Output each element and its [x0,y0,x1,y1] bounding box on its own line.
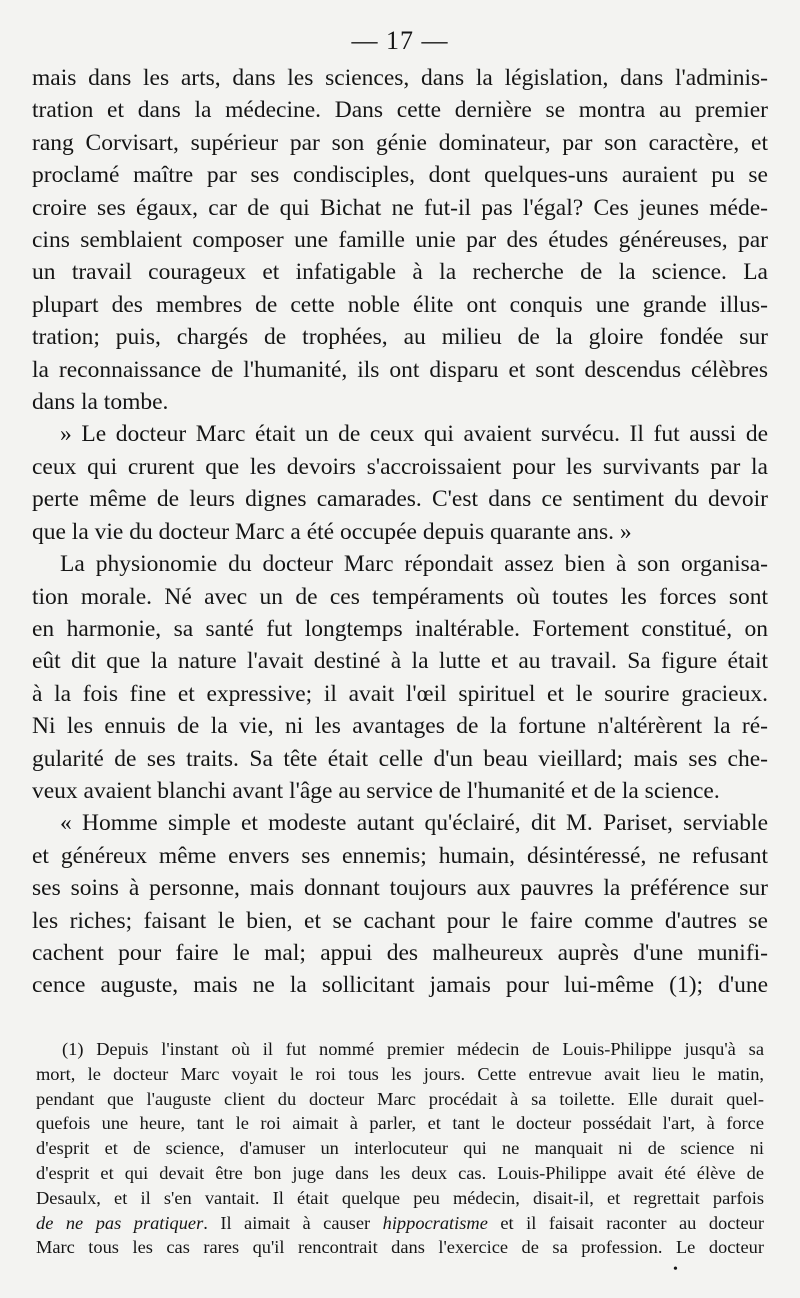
bottom-mark: • [673,1262,678,1277]
body-line: à la fois fine et expressive; il avait l'œil spirituel et le sourire gracieux. [32,680,768,707]
footnote-line: d'esprit et qui devait être bon juge dans les deux cas. Louis-Philippe avait été élève de [36,1162,764,1183]
body-line: tration; puis, chargés de trophées, au milieu de la gloire fondée sur [32,324,768,351]
body-line: tration et dans la médecine. Dans cette dernière se montra au premier [32,97,768,124]
footnote-line: pendant que l'auguste client du docteur Marc procédait à sa toilette. Elle durait quel- [36,1088,764,1109]
footnote-line: (1) Depuis l'instant où il fut nommé premier médecin de Louis-Philippe jusqu'à sa [62,1039,764,1059]
body-line: un travail courageux et infatigable à la recherche de la science. La [32,259,768,286]
body-line: eût dit que la nature l'avait destiné à la lutte et au travail. Sa figure était [32,648,768,675]
footnote-line: Desaulx, et il s'en vantait. Il était quelque peu médecin, disait-il, et regrettait parfois [36,1187,764,1208]
body-line: cence auguste, mais ne la sollicitant jamais pour lui-même (1); d'une [32,972,768,999]
body-line: ceux qui crurent que les devoirs s'accroissaient pour les survivants par la [32,453,768,480]
body-line: croire ses égaux, car de qui Bichat ne fut-il pas l'égal? Ces jeunes méde- [32,194,768,221]
footnote [36,1037,764,1260]
body-line: ses soins à personne, mais donnant toujours aux pauvres la préférence sur [32,875,768,902]
body-line: mais dans les arts, dans les sciences, dans la législation, dans l'adminis- [32,65,768,91]
body-line: rang Corvisart, supérieur par son génie dominateur, par son caractère, et [32,129,768,156]
footnote-line: Marc tous les cas rares qu'il rencontrait dans l'exercice de sa profession. Le docteur [36,1237,764,1258]
body-line: proclamé maître par ses condisciples, dont quelques-uns auraient pu se [32,162,768,189]
footnote-italic-text: de ne pas pratiquer [36,1212,204,1233]
body-line: La physionomie du docteur Marc répondait assez bien à son organisa- [60,551,768,578]
body-line: et généreux même envers ses ennemis; humain, désintéressé, ne refusant [32,842,768,869]
body-line: Ni les ennuis de la vie, ni les avantages de la fortune n'altérèrent la ré- [32,713,768,740]
body-line: gularité de ses traits. Sa tête était celle d'un beau vieillard; mais ses che- [32,745,768,772]
body-line: en harmonie, sa santé fut longtemps inaltérable. Fortement constitué, on [32,615,768,642]
footnote-line: d'esprit et de science, d'amuser un interlocuteur qui ne manquait ni de science ni [36,1138,764,1159]
footnote-text: . Il aimait à causer [203,1212,383,1233]
body-line: les riches; faisant le bien, et se cachant pour le faire comme d'autres se [32,907,768,934]
footnote-line: mort, le docteur Marc voyait le roi tous les jours. Cette entrevue avait lieu le matin, [36,1063,764,1084]
body-line: » Le docteur Marc était un de ceux qui avaient survécu. Il fut aussi de [60,421,768,448]
footnote-line [36,1211,764,1236]
main-text [32,62,768,1002]
footnote-text: et il faisait raconter au docteur [487,1212,764,1233]
body-line: dans la tombe. [32,389,169,416]
footnote-line: quefois une heure, tant le roi aimait à parler, et tant le docteur possédait l'art, à force [36,1113,764,1134]
body-line: tion morale. Né avec un de ces tempéraments où toutes les forces sont [32,583,768,610]
body-line: veux avaient blanchi avant l'âge au service de l'humanité et de la science. [32,777,720,804]
body-line: plupart des membres de cette noble élite ont conquis une grande illus- [32,291,768,318]
footnote-italic-text: hippocratisme [382,1212,488,1233]
page-number: — 17 — [351,26,449,55]
body-line: perte même de leurs dignes camarades. C'est dans ce sentiment du devoir [32,486,768,513]
body-line: la reconnaissance de l'humanité, ils ont disparu et sont descendus célèbres [32,356,768,383]
body-line: cins semblaient composer une famille unie par des études généreuses, par [32,227,768,254]
body-line: « Homme simple et modeste autant qu'éclairé, dit M. Pariset, serviable [60,810,768,837]
body-line: cachent pour faire le mal; appui des malheureux auprès d'une munifi- [32,939,768,966]
body-line: que la vie du docteur Marc a été occupée depuis quarante ans. » [32,518,632,545]
